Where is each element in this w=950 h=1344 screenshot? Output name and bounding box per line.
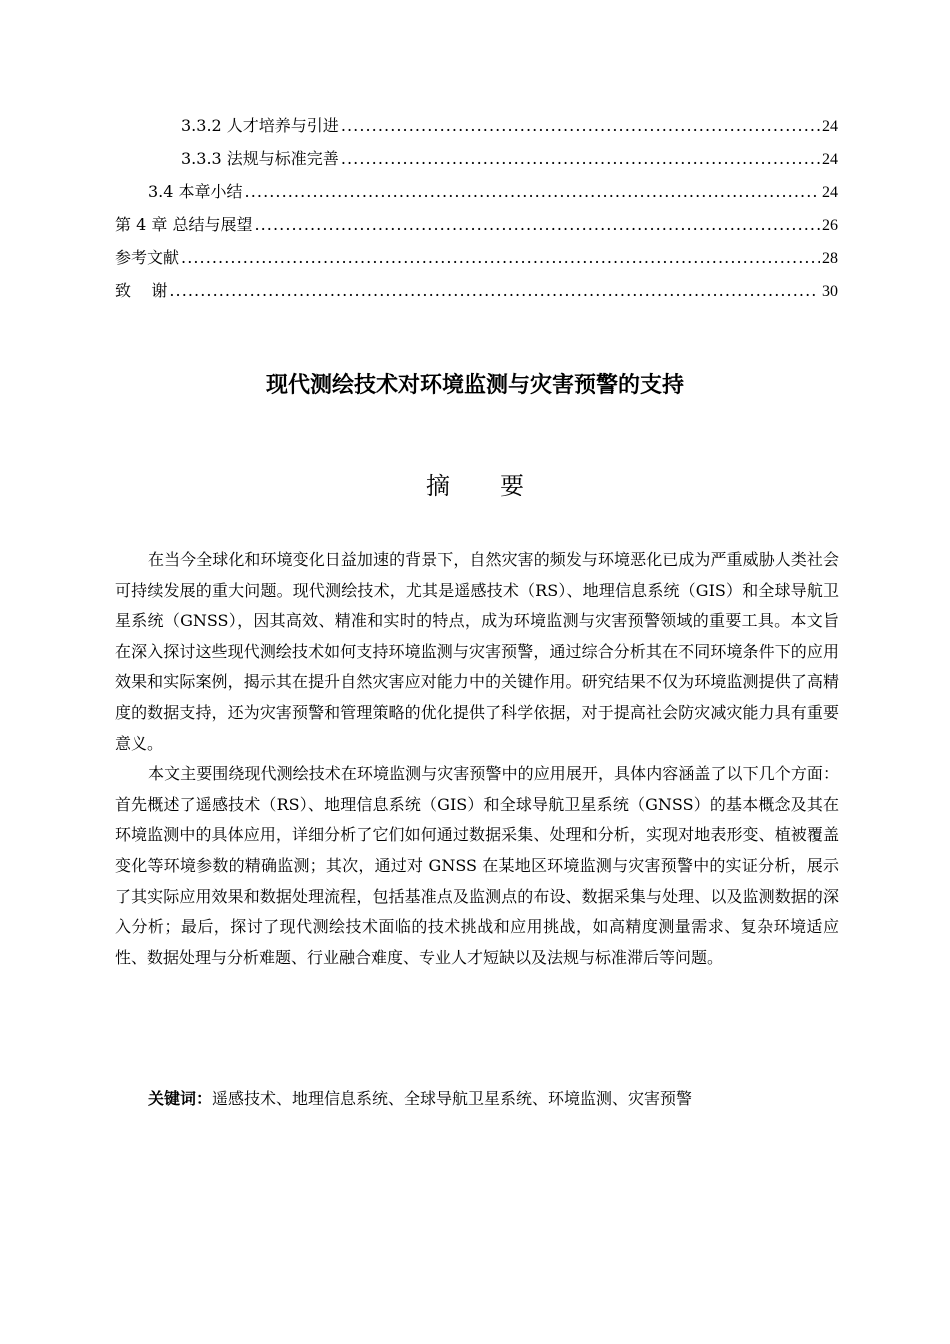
toc-entry-label: 第 4 章 总结与展望 (115, 215, 253, 234)
abstract-body (115, 545, 839, 973)
toc-entry-label: 3.3.2 人才培养与引进 (181, 116, 339, 135)
abstract-heading: 摘要 (426, 472, 574, 500)
toc-leader-dots (245, 179, 820, 205)
toc-entry-page: 24 (822, 151, 838, 168)
toc-entry[interactable] (115, 113, 838, 146)
abstract-paragraph: 在当今全球化和环境变化日益加速的背景下，自然灾害的频发与环境恶化已成为严重威胁人类社会可持续发展的重大问题。现代测绘技术，尤其是遥感技术（RS）、地理信息系统（GIS）和全球导航卫星系统（GNSS），因其高效、精准和实时的特点，成为环境监测与灾害预警领域的重要工具。本文旨在深入探讨这些现代测绘技术如何支持环境监测与灾害预警，通过综合分析其在不同环境条件下的应用效果和实际案例，揭示其在提升自然灾害应对能力中的关键作用。研究结果不仅为环境监测提供了高精度的数据支持，还为灾害预警和管理策略的优化提供了科学依据，对于提高社会防灾减灾能力具有重要意义。 (115, 550, 839, 753)
toc-entry-label: 参考文献 (115, 248, 180, 267)
toc-entry-page: 24 (822, 118, 838, 135)
document-title: 现代测绘技术对环境监测与灾害预警的支持 (265, 373, 684, 398)
abstract-paragraph: 本文主要围绕现代测绘技术在环境监测与灾害预警中的应用展开，具体内容涵盖了以下几个方面：首先概述了遥感技术（RS）、地理信息系统（GIS）和全球导航卫星系统（GNSS）的基本概念及其在环境监测中的具体应用，详细分析了它们如何通过数据采集、处理和分析，实现对地表形变、植被覆盖变化等环境参数的精确监测；其次，通过对 GNSS 在某地区环境监测与灾害预警中的实证分析，展示了其实际应用效果和数据处理流程，包括基准点及监测点的布设、数据采集与处理、以及监测数据的深入分析；最后，探讨了现代测绘技术面临的技术挑战和应用挑战，如高精度测量需求、复杂环境适应性、数据处理与分析难题、行业融合难度、专业人才短缺以及法规与标准滞后等问题。 (115, 764, 839, 967)
toc-entry-page: 30 (822, 283, 838, 300)
keywords-label: 关键词： (148, 1089, 213, 1108)
toc-entry-label: 3.3.3 法规与标准完善 (181, 149, 339, 168)
toc-leader-dots (169, 278, 820, 304)
keywords-text: 遥感技术、地理信息系统、全球导航卫星系统、环境监测、灾害预警 (212, 1089, 693, 1108)
toc-leader-dots (341, 113, 820, 139)
toc-entry[interactable] (115, 278, 838, 311)
toc-leader-dots (181, 245, 820, 271)
toc-entry[interactable] (115, 179, 838, 212)
toc-entry[interactable] (115, 212, 838, 245)
toc-leader-dots (341, 146, 820, 172)
toc-entry[interactable] (115, 146, 838, 179)
keywords-line (148, 1086, 692, 1112)
toc-entry-label: 致 谢 (115, 281, 168, 300)
toc-entry-page: 28 (822, 250, 838, 267)
toc-entry[interactable] (115, 245, 838, 278)
table-of-contents (115, 113, 838, 311)
toc-entry-label: 3.4 本章小结 (148, 182, 243, 201)
toc-entry-page: 24 (822, 184, 838, 201)
toc-leader-dots (254, 212, 820, 238)
toc-entry-page: 26 (822, 217, 838, 234)
